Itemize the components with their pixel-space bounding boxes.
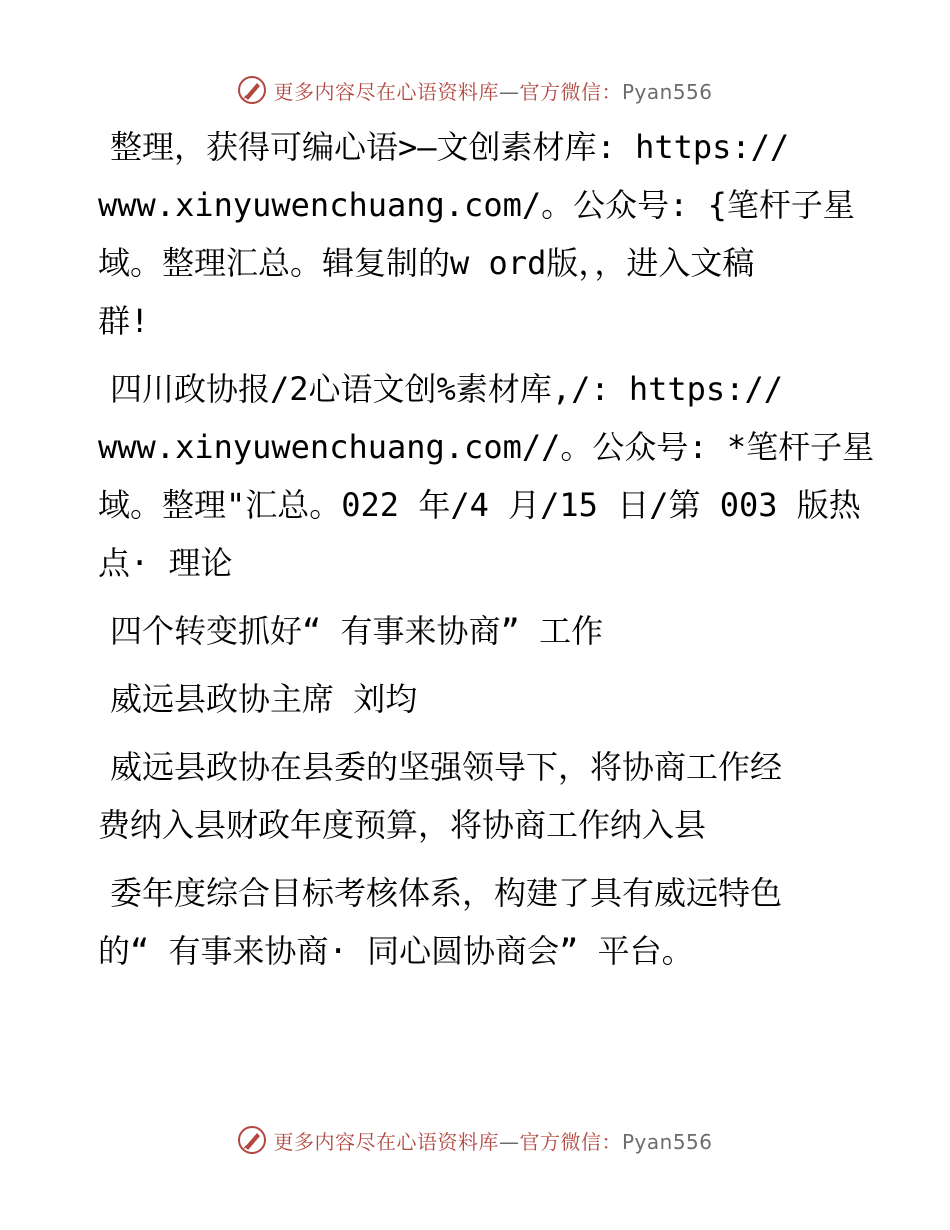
text-line: 群! xyxy=(98,302,150,340)
footer-banner-sep: — xyxy=(498,1129,520,1154)
header-banner-sep: — xyxy=(498,79,520,104)
paragraph-5 xyxy=(98,738,858,854)
text-line: 四川政协报/2心语文创%素材库,/: https:// xyxy=(110,370,783,408)
footer-banner-handle: Pyan556 xyxy=(621,1129,713,1154)
text-line: 费纳入县财政年度预算，将协商工作纳入县 xyxy=(98,806,707,844)
text-line: 四个转变抓好“ 有事来协商” 工作 xyxy=(110,612,604,650)
paragraph-6 xyxy=(98,864,858,980)
text-line: 委年度综合目标考核体系，构建了具有威远特色 xyxy=(110,874,783,912)
pen-logo-icon xyxy=(237,75,267,105)
paragraph-2 xyxy=(98,360,875,592)
header-banner xyxy=(0,70,950,110)
text-line: 的“ 有事来协商· 同心圆协商会” 平台。 xyxy=(98,932,694,970)
footer-banner-label: 官方微信： xyxy=(519,1129,622,1154)
pen-logo-icon xyxy=(237,1125,267,1155)
text-line: 点· 理论 xyxy=(98,544,233,582)
text-line: 域。整理"汇总。022 年/4 月/15 日/第 003 版热 xyxy=(98,486,861,524)
header-banner-handle: Pyan556 xyxy=(621,79,713,104)
paragraph-1 xyxy=(98,118,858,350)
footer-banner xyxy=(0,1120,950,1160)
footer-banner-main: 更多内容尽在心语资料库 xyxy=(273,1129,499,1154)
document-body xyxy=(98,118,875,990)
article-title xyxy=(98,602,858,660)
text-line: 域。整理汇总。辑复制的w ord版，，进入文稿 xyxy=(98,244,755,282)
text-line: 威远县政协在县委的坚强领导下，将协商工作经 xyxy=(110,748,783,786)
text-line: www.xinyuwenchuang.com//。公众号: *笔杆子星 xyxy=(98,428,875,466)
text-line: 整理，获得可编心语>—文创素材库: https:// xyxy=(110,128,790,166)
text-line: 威远县政协主席 刘均 xyxy=(110,680,418,718)
text-line: www.xinyuwenchuang.com/。公众号: {笔杆子星 xyxy=(98,186,855,224)
article-author xyxy=(98,670,858,728)
header-banner-label: 官方微信： xyxy=(519,79,622,104)
header-banner-main: 更多内容尽在心语资料库 xyxy=(273,79,499,104)
